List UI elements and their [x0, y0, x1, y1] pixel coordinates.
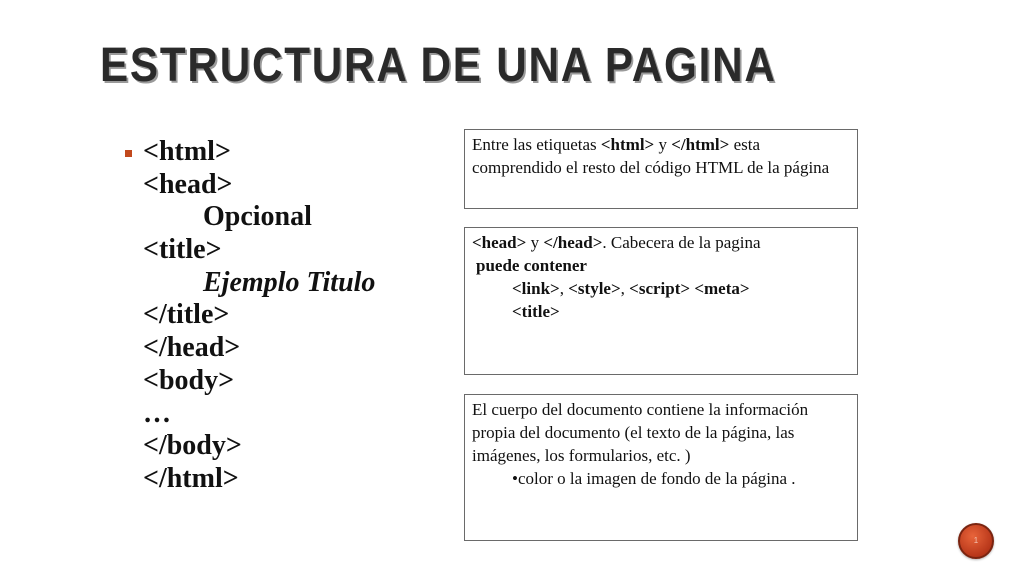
note-line	[472, 277, 850, 300]
code-line: </body>	[143, 430, 242, 462]
code-line: Ejemplo Titulo	[203, 266, 376, 298]
note-line: El cuerpo del documento contiene la información propia del documento (el texto de la página, las imágenes, los formularios, etc. )	[472, 400, 809, 465]
note-bold-text: puede contener	[476, 256, 587, 275]
note-tag: <html>	[600, 135, 655, 154]
note-line: •color o la imagen de fondo de la página .	[512, 469, 796, 488]
code-line: <html>	[143, 136, 231, 167]
note-text: y	[526, 233, 544, 252]
note-tag: <script>	[629, 279, 691, 298]
code-line: Opcional	[203, 201, 312, 233]
note-text: ,	[620, 279, 630, 298]
code-line: <body>	[143, 364, 235, 396]
slide-number-label: 1	[973, 536, 979, 545]
note-line	[472, 254, 850, 277]
slide-title: ESTRUCTURA DE UNA PAGINA	[100, 39, 777, 92]
code-line: </title>	[143, 299, 230, 331]
note-text: . Cabecera de la pagina	[602, 233, 761, 252]
note-tag: </html>	[671, 135, 730, 154]
note-text: Entre las etiquetas	[472, 135, 601, 154]
note-tag: <link>	[512, 279, 560, 298]
note-text: y	[654, 135, 672, 154]
note-line	[472, 231, 850, 254]
bullet-marker	[125, 150, 132, 157]
code-line: <head>	[143, 168, 233, 200]
note-line	[472, 300, 850, 323]
code-line: </html>	[143, 462, 239, 494]
note-tag: <meta>	[694, 279, 750, 298]
note-tag: <head>	[472, 233, 527, 252]
note-tag: <style>	[568, 279, 621, 298]
note-text: esta comprendido el resto del código HTML de la página	[472, 135, 830, 177]
code-line: </head>	[143, 332, 241, 364]
code-line: <title>	[143, 234, 222, 266]
note-box-head	[464, 227, 858, 375]
slide-number-button[interactable]	[958, 523, 994, 559]
note-text: ,	[559, 279, 569, 298]
note-box-html	[464, 129, 858, 209]
note-tag: </head>	[543, 233, 603, 252]
note-tag: <title>	[512, 302, 560, 321]
html-structure-list	[143, 136, 375, 496]
code-line: …	[143, 397, 171, 429]
note-box-body	[464, 394, 858, 541]
